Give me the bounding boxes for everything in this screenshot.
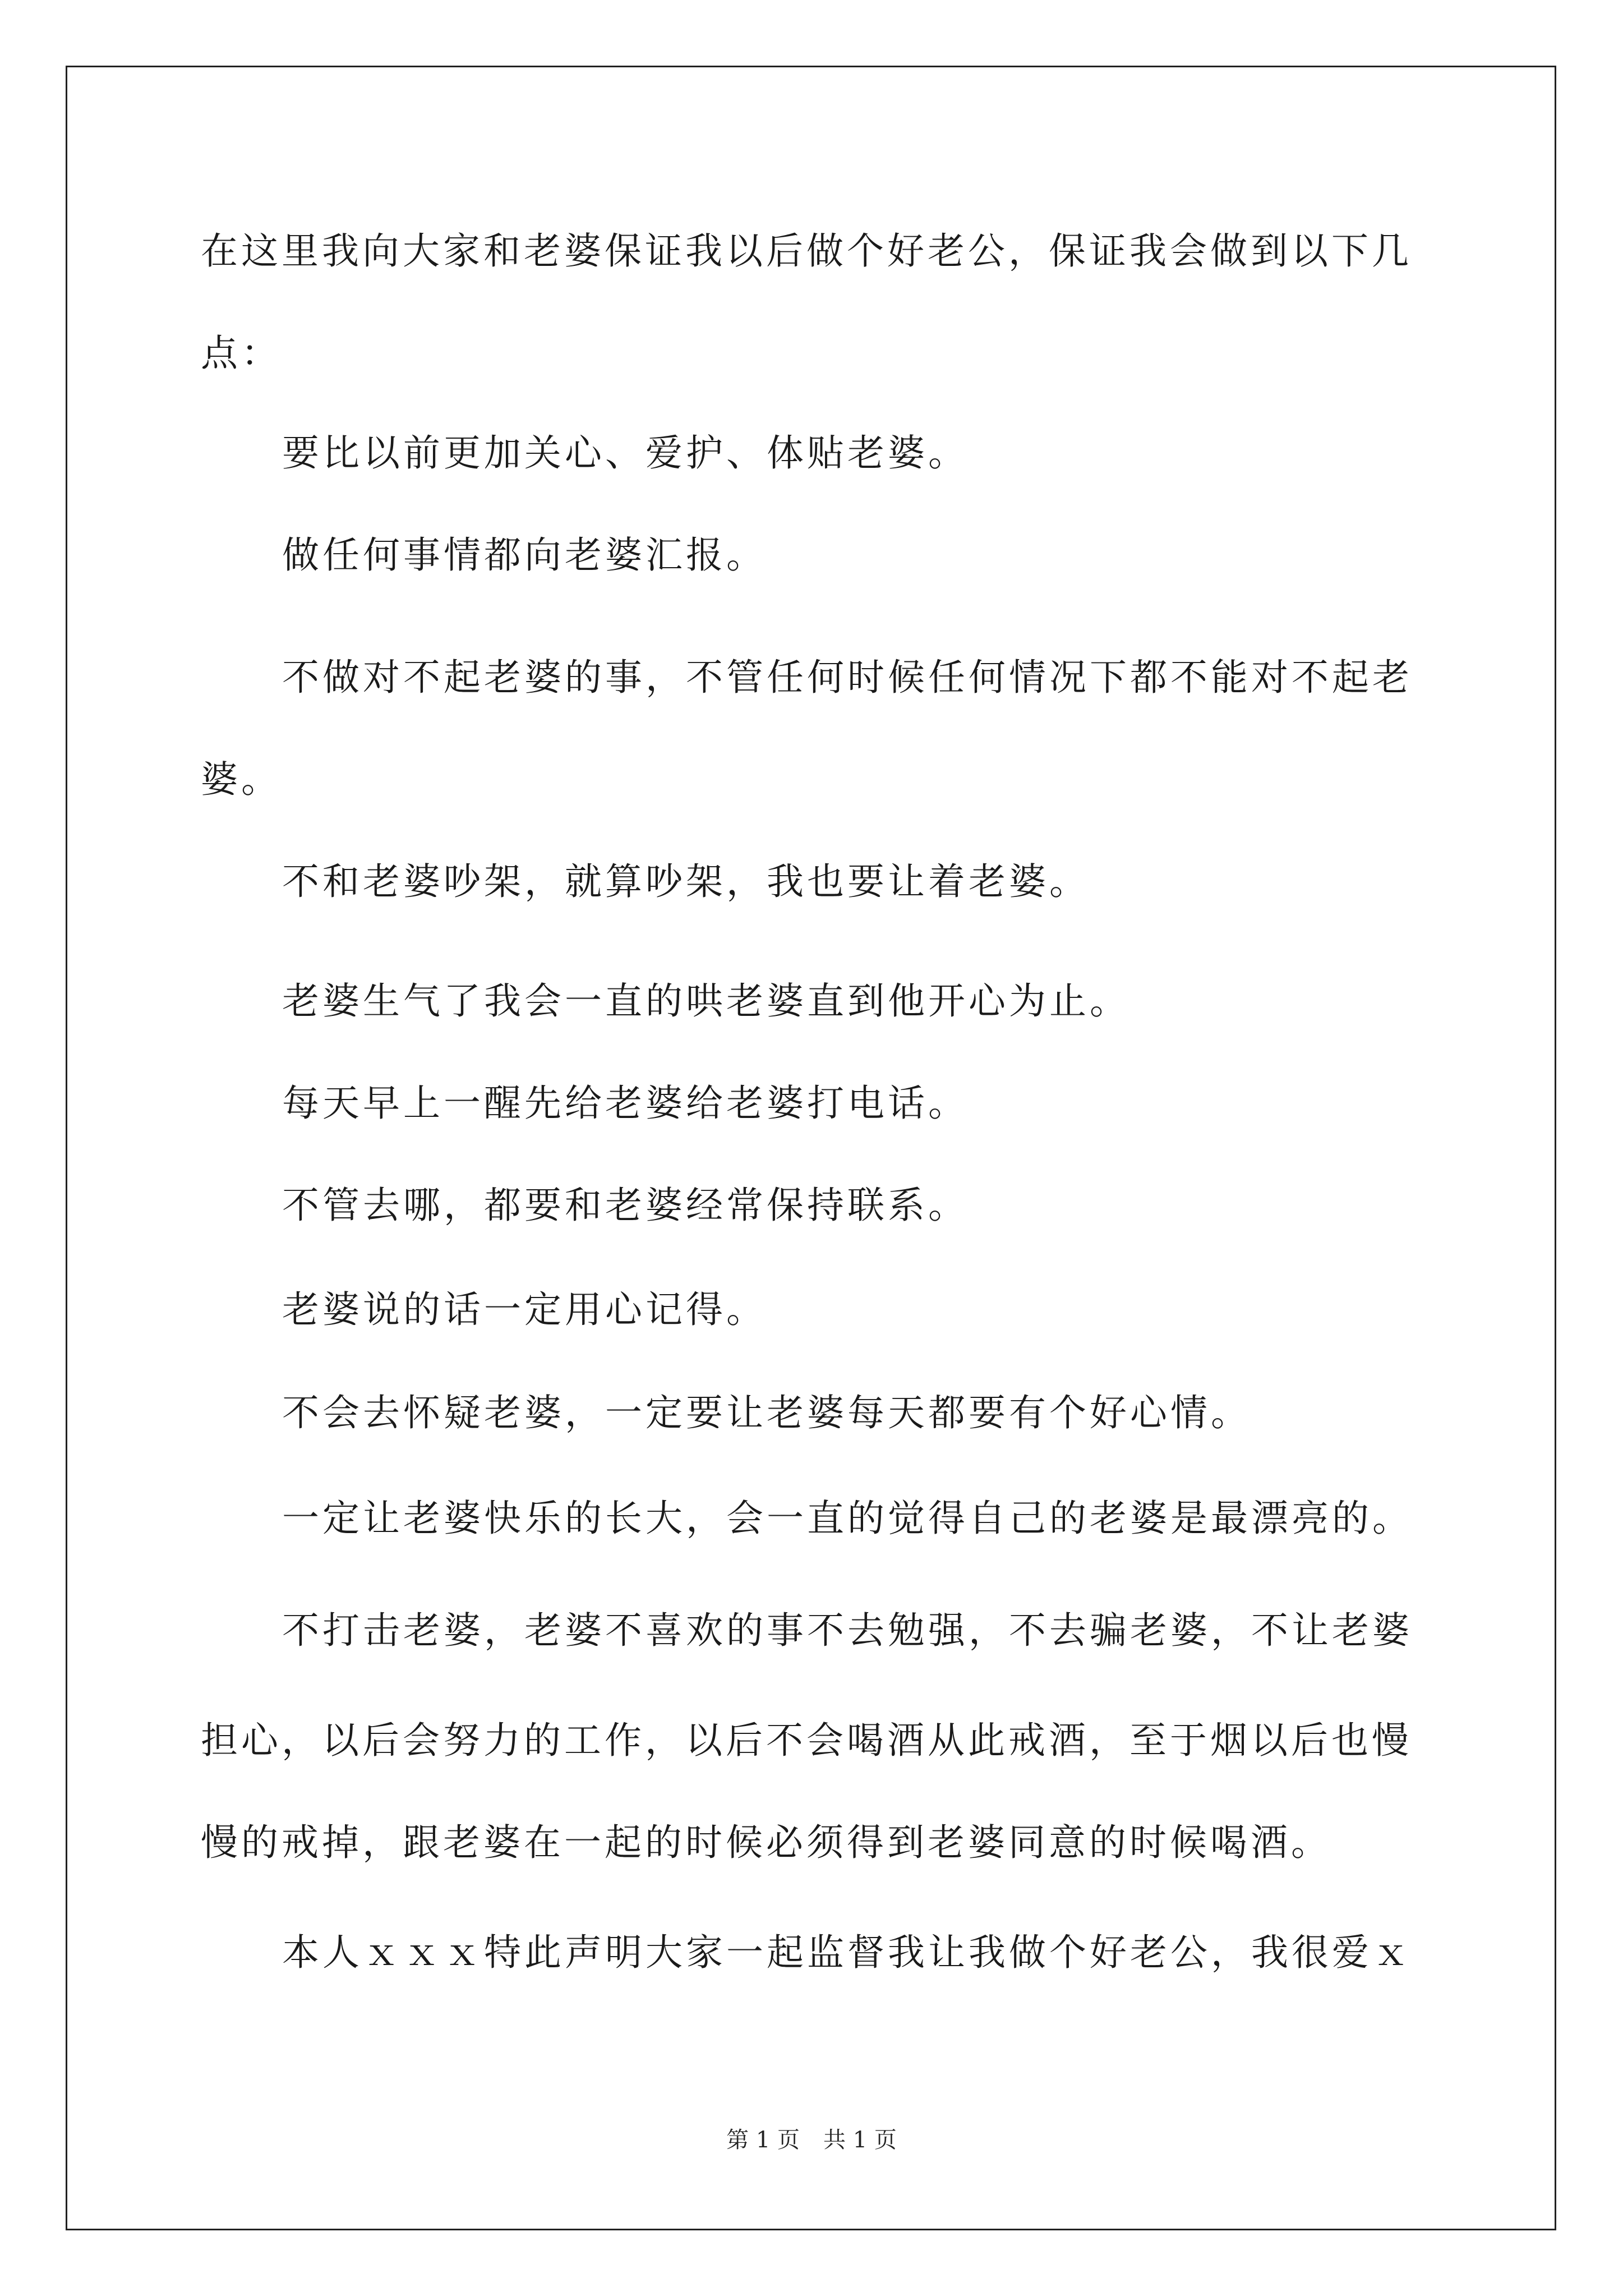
text-line: 不打击老婆，老婆不喜欢的事不去勉强，不去骗老婆，不让老婆 xyxy=(282,1609,1413,1652)
text-line: 婆。 xyxy=(201,758,282,801)
text-line: 一定让老婆快乐的长大，会一直的觉得自己的老婆是最漂亮的。 xyxy=(282,1497,1413,1540)
text-line: 担心，以后会努力的工作，以后不会喝酒从此戒酒，至于烟以后也慢 xyxy=(201,1719,1412,1762)
page-footer xyxy=(0,2126,1623,2154)
text-line: 不管去哪，都要和老婆经常保持联系。 xyxy=(282,1184,969,1227)
text-line: 要比以前更加关心、爱护、体贴老婆。 xyxy=(282,431,969,475)
text-line: 不会去怀疑老婆，一定要让老婆每天都要有个好心情。 xyxy=(282,1391,1251,1434)
page-border xyxy=(66,66,1556,2230)
text-line: 在这里我向大家和老婆保证我以后做个好老公，保证我会做到以下几 xyxy=(201,229,1412,273)
page-total: 共 1 页 xyxy=(823,2127,897,2153)
text-line: 每天早上一醒先给老婆给老婆打电话。 xyxy=(282,1082,969,1125)
text-line: 慢的戒掉，跟老婆在一起的时候必须得到老婆同意的时候喝酒。 xyxy=(201,1821,1331,1864)
text-line: 老婆生气了我会一直的哄老婆直到他开心为止。 xyxy=(282,979,1130,1023)
text-line: 不做对不起老婆的事，不管任何时候任何情况下都不能对不起老 xyxy=(282,656,1413,699)
text-line: 做任何事情都向老婆汇报。 xyxy=(282,533,767,577)
text-line: 点： xyxy=(201,332,282,375)
text-line: 本人ｘｘｘ特此声明大家一起监督我让我做个好老公，我很爱ｘ xyxy=(282,1931,1413,1974)
page-number: 第 1 页 xyxy=(726,2127,800,2153)
text-line: 不和老婆吵架，就算吵架，我也要让着老婆。 xyxy=(282,860,1090,903)
text-line: 老婆说的话一定用心记得。 xyxy=(282,1288,767,1331)
